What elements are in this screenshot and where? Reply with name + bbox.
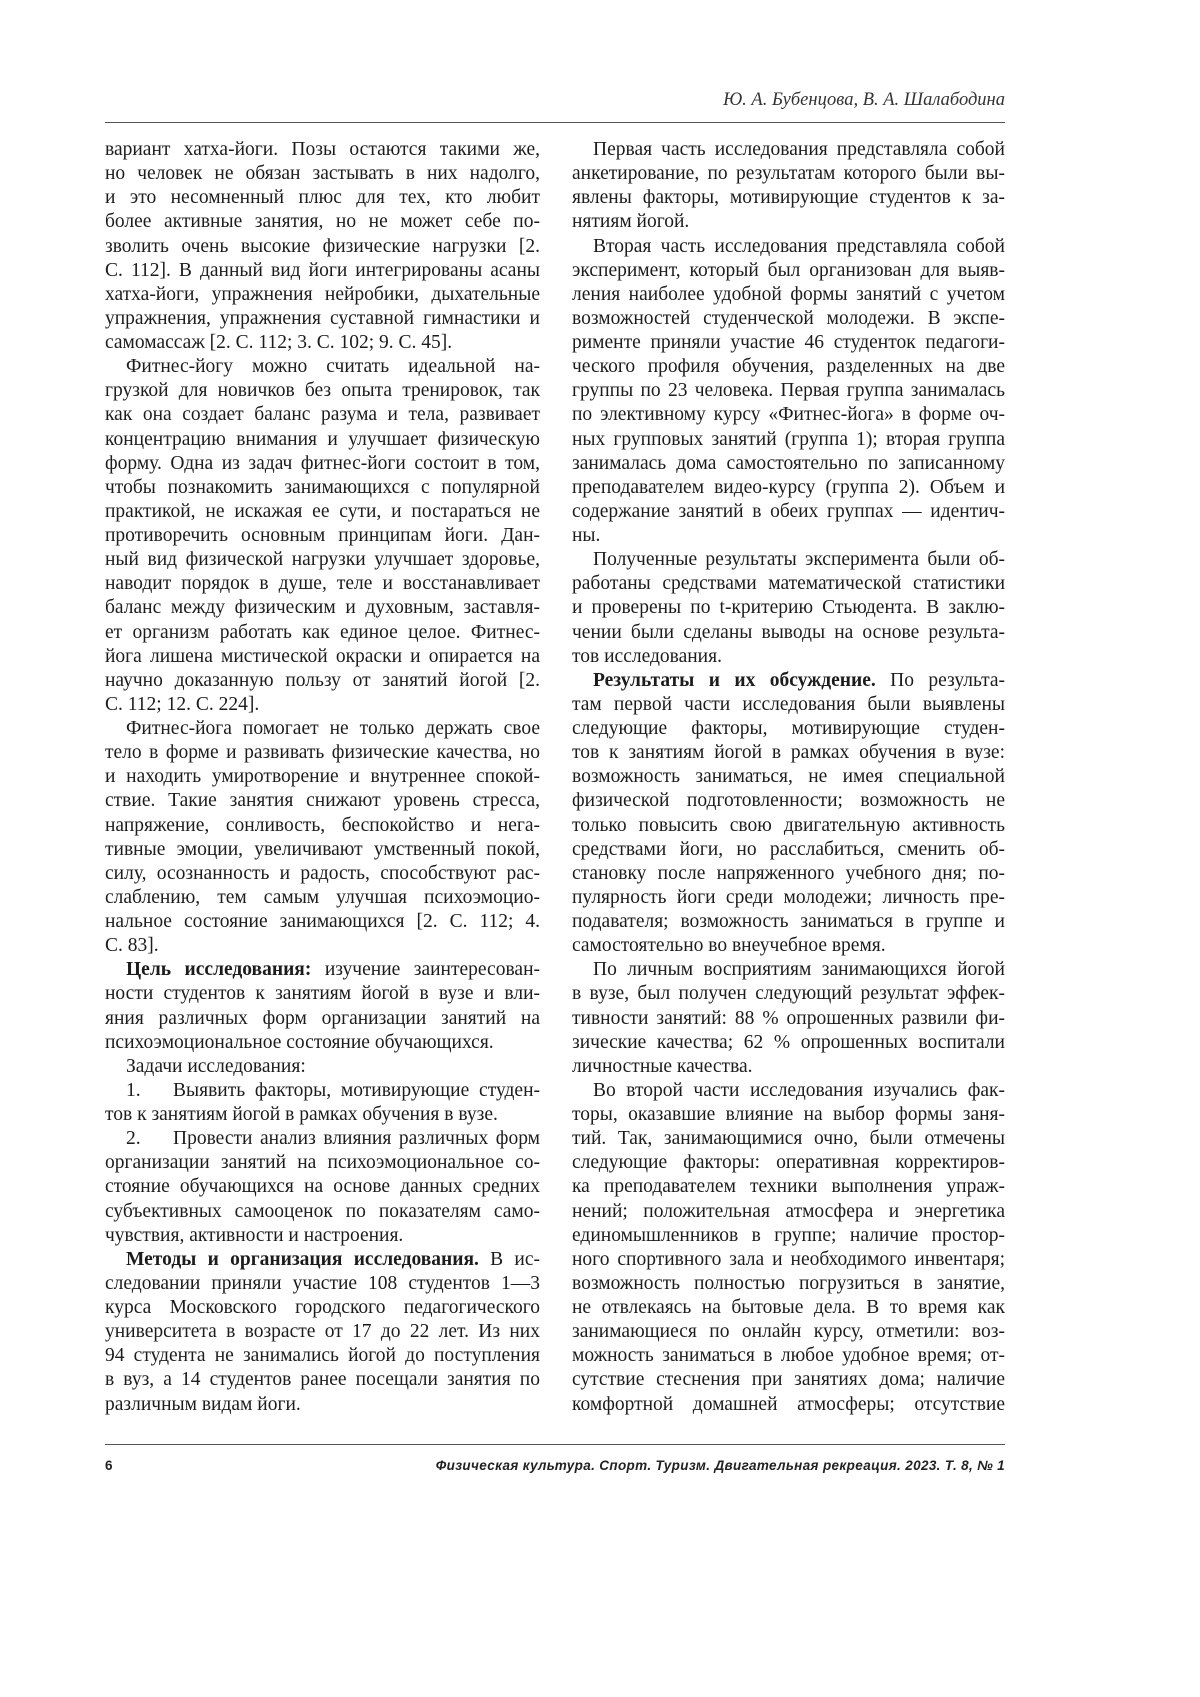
section-heading: Результаты и их обсуждение. (593, 669, 876, 691)
text-line: как она создает баланс разума и тела, развивает (105, 404, 540, 426)
text-line: и это несомненный плюс для тех, кто любит (105, 187, 540, 209)
text-line: нений; положительная атмосфера и энергетика (572, 1200, 1005, 1222)
section-text: изучение заинтересован- (324, 959, 540, 981)
text-line: чении были сделаны выводы на основе результа- (572, 621, 1005, 643)
section-heading: Цель исследования: (126, 959, 312, 981)
header-rule (105, 122, 1005, 123)
running-header: Ю. А. Бубенцова, В. А. Шалабодина (723, 90, 1005, 110)
text-line: нальное состояние занимающихся [2. С. 112; 4. (105, 911, 540, 932)
paragraph (105, 1248, 540, 1417)
text-line: занимающиеся по онлайн курсу, отметили: воз- (572, 1321, 1005, 1343)
text-line: вариант хатха-йоги. Позы остаются такими же, (105, 139, 540, 160)
text-line: по элективному курсу «Фитнес-йога» в форме оч- (572, 404, 1005, 426)
text-line: и проверены по t-критерию Стьюдента. В заклю- (572, 597, 1005, 619)
section-text: По результа- (890, 669, 1006, 691)
paragraph (105, 355, 540, 717)
text-line: тивные эмоции, увеличивают умственный покой, (105, 838, 540, 860)
paragraph (572, 235, 1005, 549)
text-line: грузкой для новичков без опыта тренировок, так (105, 380, 540, 402)
text-line: зволить очень высокие физические нагрузки [2. (105, 235, 540, 257)
text-line: пулярность йоги среди молодежи; личность пре- (572, 886, 1005, 908)
right-column (572, 138, 1005, 1417)
text-line: чувствия, активности и настроения. (105, 1224, 404, 1246)
text-line: курса Московского городского педагогического (105, 1297, 540, 1318)
text-line: зические качества; 62 % опрошенных воспитали (572, 1031, 1005, 1053)
text-line: средствами йоги, но расслабиться, сменить об- (572, 838, 1005, 860)
list-item-text: Провести анализ влияния различных форм (173, 1128, 540, 1150)
list-item (105, 1079, 540, 1127)
text-line (105, 1248, 540, 1272)
section-heading: Методы и организация исследования. (126, 1248, 479, 1270)
text-line: ет организм работать как единое целое. Фитнес- (105, 621, 540, 643)
text-line: не отвлекаясь на бытовые дела. В то время как (572, 1297, 1005, 1318)
page-number: 6 (105, 1458, 113, 1473)
text-line: противоречить основным принципам йоги. Дан- (105, 525, 540, 546)
paragraph (105, 1055, 540, 1079)
text-line: баланс между физическим и духовным, заставля- (105, 597, 540, 619)
text-line (572, 669, 1005, 693)
text-line: психоэмоциональное состояние обучающихся. (105, 1031, 494, 1053)
journal-title: Физическая культура. Спорт. Туризм. Двигательная рекреация. 2023. Т. 8, № 1 (435, 1458, 1005, 1473)
text-line: различным видам йоги. (105, 1393, 301, 1415)
text-line: слаблению, тем самым улучшая психоэмоцио- (105, 886, 540, 908)
text-line: научно доказанную пользу от занятий йогой [2. (105, 669, 540, 691)
text-line: ления наиболее удобной формы занятий с учетом (572, 283, 1005, 305)
text-line: личностные качества. (572, 1055, 753, 1077)
text-line: более активные занятия, но не может себе по- (105, 211, 540, 233)
text-line: самомассаж [2. С. 112; 3. С. 102; 9. С. 45]. (105, 332, 453, 353)
text-line: ности студентов к занятиям йогой в вузе и вли- (105, 983, 540, 1005)
text-line: там первой части исследования были выявлены (572, 693, 1005, 715)
text-line: Задачи исследования: (126, 1055, 306, 1077)
text-line: становку после напряженного учебного дня; по- (572, 862, 1005, 884)
footer-rule (105, 1444, 1005, 1445)
text-line (105, 958, 540, 982)
text-line: возможность заниматься, не имея специальной (572, 766, 1005, 788)
text-line: Первая часть исследования представляла собой (593, 139, 1005, 160)
paragraph (572, 548, 1005, 669)
text-line: С. 83]. (105, 935, 159, 957)
text-line: рименте приняли участие 46 студенток педагоги- (572, 332, 1005, 353)
text-line: преподавателем видео-курсу (группа 2). Объем и (572, 476, 1005, 498)
text-line: следующие факторы, мотивирующие студен- (572, 718, 1005, 739)
text-line: организации занятий на психоэмоциональное со- (105, 1152, 540, 1174)
paragraph (572, 669, 1005, 959)
text-line: ный вид физической нагрузки улучшает здоровье, (105, 549, 540, 571)
text-line: в вузе, был получен следующий результат эффек- (572, 983, 1005, 1005)
text-line: следующие факторы: оперативная корректиров- (572, 1152, 1005, 1174)
text-line: ческого профиля обучения, разделенных на две (572, 356, 1005, 378)
text-line: тий. Так, занимающимися очно, были отмечены (572, 1128, 1005, 1150)
text-line: хатха-йоги, упражнения нейробики, дыхательные (105, 283, 540, 305)
text-line: и находить умиротворение и внутреннее спокой- (105, 766, 540, 788)
text-line: ствие. Такие занятия снижают уровень стресса, (105, 790, 540, 812)
text-line: тело в форме и развивать физические качества, но (105, 742, 540, 764)
text-line: упражнения, упражнения суставной гимнастики и (105, 307, 540, 329)
text-line: практикой, не искажая ее сути, и постараться не (105, 500, 540, 522)
text-line: Во второй части исследования изучались фак- (593, 1079, 1005, 1101)
text-line: работаны средствами математической статистики (572, 573, 1005, 595)
text-line: торы, оказавшие влияние на выбор формы заня- (572, 1104, 1005, 1125)
text-line: ных групповых занятий (группа 1); вторая группа (572, 428, 1005, 450)
paragraph (572, 138, 1005, 235)
text-line: явлены факторы, мотивирующие студентов к за- (572, 187, 1005, 209)
text-line: тов к занятиям йогой в рамках обучения в вузе: (572, 742, 1005, 764)
text-line: возможностей студенческой молодежи. В экспе- (572, 307, 1005, 329)
text-line: силу, осознанность и радость, способствуют рас- (105, 862, 540, 884)
paragraph (105, 958, 540, 1055)
paragraph (105, 717, 540, 958)
text-line: самостоятельно во внеучебное время. (572, 935, 886, 957)
section-text: В ис- (490, 1248, 541, 1270)
text-line: тивности занятий: 88 % опрошенных развили фи- (572, 1007, 1005, 1029)
text-line: Полученные результаты эксперимента были об- (593, 549, 1005, 571)
text-line: 94 студента не занимались йогой до поступления (105, 1345, 540, 1367)
text-line: эксперимент, который был организован для выяв- (572, 259, 1005, 281)
text-line: концентрацию внимания и улучшает физическую (105, 428, 540, 450)
text-line: С. 112]. В данный вид йоги интегрированы асаны (105, 259, 540, 281)
text-line: университета в возрасте от 17 до 22 лет. Из них (105, 1321, 540, 1343)
text-line: комфортной домашней атмосферы; отсутствие (572, 1393, 1005, 1415)
text-line: в вуз, а 14 студентов ранее посещали занятия по (105, 1369, 540, 1391)
text-line: чтобы познакомить занимающихся с популярной (105, 476, 540, 498)
text-line: ка преподавателем техники выполнения упраж- (572, 1176, 1005, 1198)
text-line: физической подготовленности; возможность не (572, 790, 1005, 812)
text-line: яния различных форм организации занятий на (105, 1007, 540, 1029)
text-line: Вторая часть исследования представляла собой (593, 235, 1005, 257)
left-column (105, 138, 540, 1417)
text-line: стояние обучающихся на основе данных средних (105, 1176, 540, 1198)
text-line: напряжение, сонливость, беспокойство и нега- (105, 814, 540, 836)
paragraph (572, 1079, 1005, 1417)
paragraph (105, 138, 540, 355)
text-line (105, 1127, 540, 1151)
text-line: единомышленников в группе; наличие простор- (572, 1224, 1005, 1246)
text-line: тов к занятиям йогой в рамках обучения в вузе. (105, 1104, 498, 1125)
text-line: можность заниматься в любое удобное время; от- (572, 1345, 1005, 1367)
text-line: Фитнес-йога помогает не только держать свое (126, 718, 540, 739)
text-line: только повысить свою двигательную активность (572, 814, 1005, 836)
text-line (105, 1079, 540, 1103)
text-line: следовании приняли участие 108 студентов 1—3 (105, 1272, 540, 1294)
text-line: возможность полностью погрузиться в занятие, (572, 1272, 1005, 1294)
text-line: анкетирование, по результатам которого были вы- (572, 163, 1005, 185)
list-number: 2. (126, 1128, 141, 1150)
list-number: 1. (126, 1079, 141, 1101)
list-item (105, 1127, 540, 1248)
text-line: форму. Одна из задач фитнес-йоги состоит в том, (105, 452, 540, 474)
text-line: С. 112; 12. С. 224]. (105, 693, 260, 715)
text-line: йога лишена мистической окраски и опирается на (105, 645, 540, 667)
text-line: подавателя; возможность заниматься в группе и (572, 911, 1005, 932)
text-line: Фитнес-йогу можно считать идеальной на- (126, 356, 540, 378)
text-line: но человек не обязан застывать в них надолго, (105, 163, 540, 185)
text-line: занималась дома самостоятельно по записанному (572, 452, 1005, 474)
list-item-text: Выявить факторы, мотивирующие студен- (173, 1079, 540, 1101)
text-line: тов исследования. (572, 645, 722, 667)
text-line: наводит порядок в душе, теле и восстанавливает (105, 573, 540, 595)
text-line: группы по 23 человека. Первая группа занималась (572, 380, 1005, 402)
text-line: сутствие стеснения при занятиях дома; наличие (572, 1369, 1005, 1391)
text-line: ны. (572, 525, 601, 546)
text-line: содержание занятий в обеих группах — идентич- (572, 500, 1005, 522)
text-line: субъективных самооценок по показателям само- (105, 1200, 540, 1222)
text-line: По личным восприятиям занимающихся йогой (593, 959, 1005, 981)
text-line: ного спортивного зала и необходимого инвентаря; (572, 1248, 1005, 1270)
paragraph (572, 958, 1005, 1079)
text-line: нятиям йогой. (572, 211, 690, 233)
